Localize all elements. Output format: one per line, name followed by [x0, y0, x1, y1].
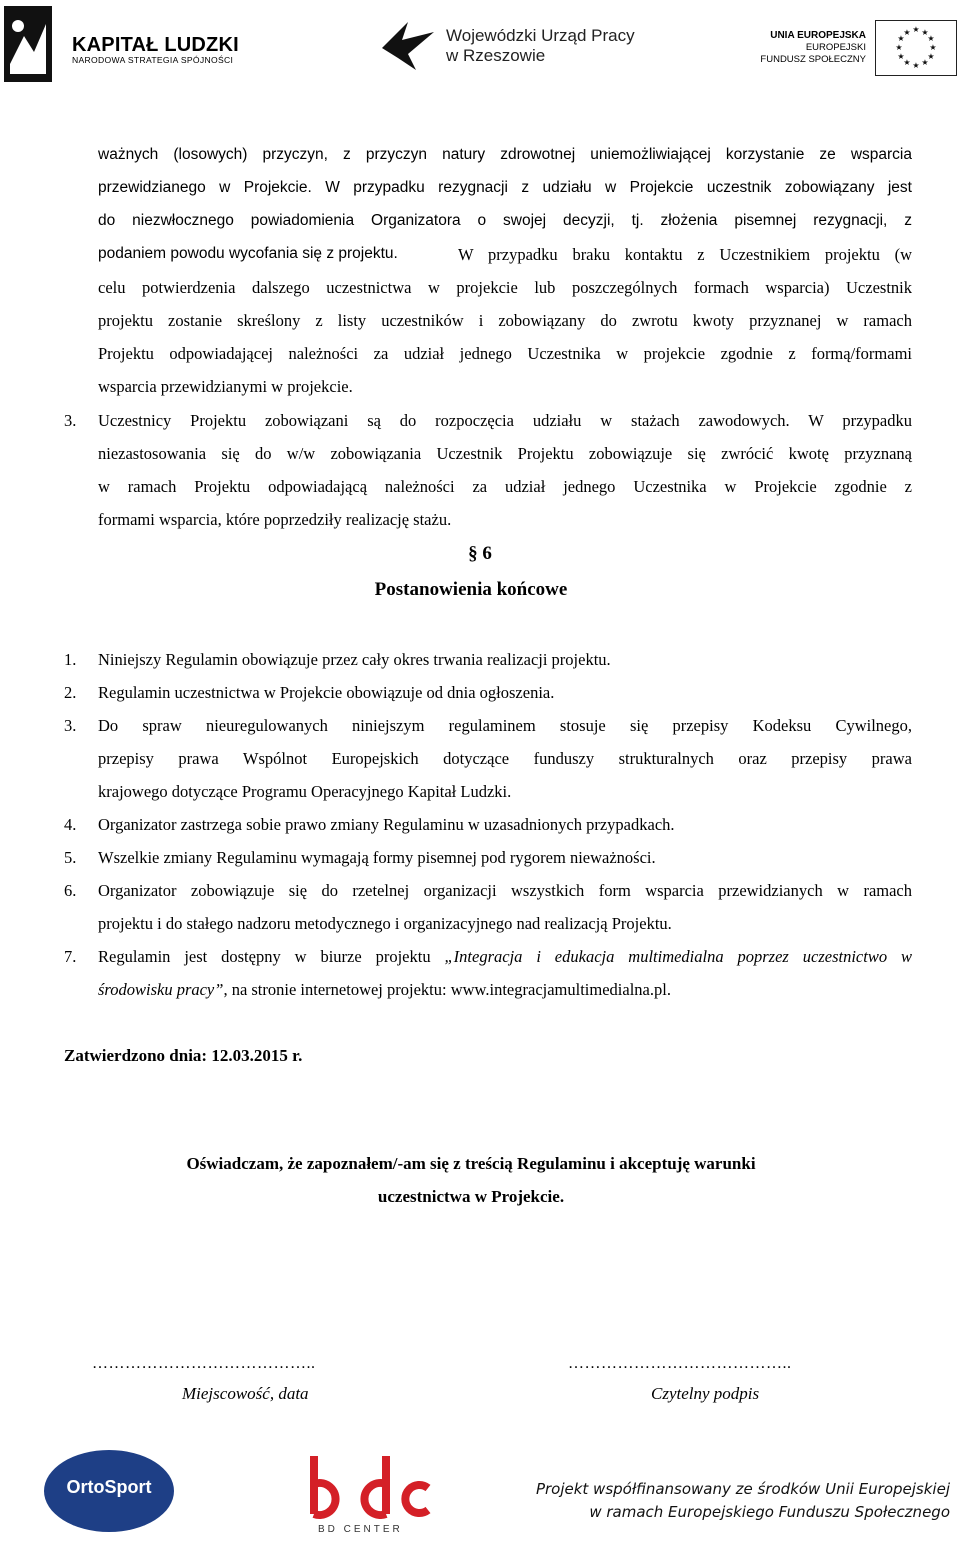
text-line: przepisy prawa Wspólnot Europejskich dotyczące funduszy strukturalnych oraz przepisy prawa: [98, 749, 912, 768]
text-line: przewidzianego w Projekcie. W przypadku rezygnacji z udziału w Projekcie uczestnik zobowiązany jest: [98, 179, 912, 196]
bd-center-caption: BD CENTER: [318, 1524, 403, 1535]
wup-name-line1: Wojewódzki Urząd Pracy: [446, 26, 635, 45]
svg-text:★: ★: [903, 28, 911, 37]
svg-text:★: ★: [929, 43, 937, 52]
list-number: 5.: [64, 848, 77, 867]
text-line: celu potwierdzenia dalszego uczestnictwa w projekcie lub poszczególnych formach wsparcia) Uczestnik: [98, 278, 912, 297]
place-date-label: Miejscowość, data: [182, 1384, 309, 1403]
svg-text:★: ★: [897, 52, 905, 61]
declaration-line2: uczestnictwa w Projekcie.: [377, 1187, 565, 1206]
signature-label: Czytelny podpis: [651, 1384, 760, 1403]
section-title: Postanowienia końcowe: [374, 579, 568, 600]
kapital-ludzki-logo-mark: [4, 6, 52, 82]
text-line: Organizator zobowiązuje się do rzetelnej organizacji wszystkich form wsparcia przewidzianych w ramach: [98, 881, 912, 900]
text-line: do niezwłocznego powiadomienia Organizatora o swojej decyzji, tj. złożenia pisemnej rezygnacji, z: [98, 212, 912, 229]
text-line: W przypadku braku kontaktu z Uczestnikiem projektu (w: [458, 245, 912, 264]
text-line: projektu i do stałego nadzoru metodycznego i organizacyjnego nad realizacją Projektu.: [98, 914, 672, 933]
text-line: formami wsparcia, które poprzedziły realizację stażu.: [98, 510, 452, 529]
eu-title: UNIA EUROPEJSKA: [770, 30, 866, 41]
svg-text:★: ★: [897, 34, 905, 43]
eu-line2: EUROPEJSKI: [805, 42, 866, 53]
cofinancing-line2: w ramach Europejskiego Funduszu Społecznego: [589, 1503, 950, 1521]
project-name-italic: „Integracja i edukacja multimedialna poprzez uczestnictwo w: [444, 947, 912, 966]
list-number: 1.: [64, 650, 77, 669]
text-line: Wszelkie zmiany Regulaminu wymagają formy pisemnej pod rygorem nieważności.: [98, 848, 656, 867]
eu-flag-icon: [875, 20, 957, 76]
text-line: Regulamin uczestnictwa w Projekcie obowiązuje od dnia ogłoszenia.: [98, 683, 555, 702]
svg-text:★: ★: [927, 52, 935, 61]
text-line: w ramach Projektu odpowiadającą należności za udział jednego Uczestnika w Projekcie zgodnie z: [98, 477, 912, 496]
list-number: 4.: [64, 815, 77, 834]
kapital-ludzki-subtitle: NARODOWA STRATEGIA SPÓJNOŚCI: [72, 55, 234, 65]
text-line: podaniem powodu wycofania się z projektu.: [98, 245, 398, 262]
approval-date: Zatwierdzono dnia: 12.03.2015 r.: [64, 1046, 303, 1065]
svg-text:★: ★: [927, 34, 935, 43]
place-date-dotted-line: …………………………………..: [92, 1355, 316, 1372]
list-number: 2.: [64, 683, 77, 702]
project-name-italic: środowisku pracy”: [98, 980, 224, 999]
text-line: ważnych (losowych) przyczyn, z przyczyn natury zdrowotnej uniemożliwiającej korzystanie ze wsparcia: [98, 146, 912, 163]
text-line: projektu zostanie skreślony z listy uczestników i zobowiązany do zwrotu kwoty przyznanej w ramach: [98, 311, 912, 330]
text-line: Organizator zastrzega sobie prawo zmiany Regulaminu w uzasadnionych przypadkach.: [98, 815, 675, 834]
list-number: 3.: [64, 411, 77, 430]
svg-text:★: ★: [903, 58, 911, 67]
declaration-line1: Oświadczam, że zapoznałem/-am się z treścią Regulaminu i akceptuję warunki: [186, 1154, 756, 1173]
section-sign: § 6: [468, 543, 492, 564]
svg-text:★: ★: [895, 43, 903, 52]
text-line: wsparcia przewidzianymi w projekcie.: [98, 377, 353, 396]
text-span: , na stronie internetowej projektu: www.integracjamultimedialna.pl.: [223, 980, 671, 999]
text-line: Uczestnicy Projektu zobowiązani są do rozpoczęcia udziału w stażach zawodowych. W przypadku: [98, 411, 912, 430]
eu-text-block: [760, 30, 866, 66]
text-line: [98, 980, 912, 1000]
list-number: 6.: [64, 881, 77, 900]
wup-bird-icon: [378, 18, 440, 79]
eu-line3: FUNDUSZ SPOŁECZNY: [760, 54, 866, 65]
cofinancing-note: [536, 1478, 950, 1524]
text-line: krajowego dotyczące Programu Operacyjnego Kapitał Ludzki.: [98, 782, 512, 801]
svg-text:★: ★: [921, 58, 929, 67]
text-span: Regulamin jest dostępny w biurze projektu: [98, 947, 445, 966]
list-number: 3.: [64, 716, 77, 735]
svg-text:★: ★: [921, 28, 929, 37]
text-line: niezastosowania się do w/w zobowiązania Uczestnik Projektu zobowiązuje się zwrócić kwotę przyznaną: [98, 444, 912, 463]
signature-dotted-line: …………………………………..: [568, 1355, 792, 1372]
svg-text:★: ★: [912, 25, 920, 34]
wup-name-line2: w Rzeszowie: [446, 46, 546, 65]
ortosport-logo-text: OrtoSport: [66, 1477, 152, 1497]
text-line: Projektu odpowiadającej należności za udział jednego Uczestnika w projekcie zgodnie z formą/formami: [98, 344, 912, 363]
text-line: [98, 947, 912, 967]
bd-center-logo: [300, 1450, 440, 1529]
svg-text:★: ★: [912, 61, 920, 70]
kapital-ludzki-title: KAPITAŁ LUDZKI: [72, 34, 239, 56]
cofinancing-line1: Projekt współfinansowany ze środków Unii Europejskiej: [535, 1480, 950, 1498]
text-line: Niniejszy Regulamin obowiązuje przez cały okres trwania realizacji projektu.: [98, 650, 611, 669]
list-number: 7.: [64, 947, 77, 966]
text-line: Do spraw nieuregulowanych niniejszym regulaminem stosuje się przepisy Kodeksu Cywilnego,: [98, 716, 912, 735]
